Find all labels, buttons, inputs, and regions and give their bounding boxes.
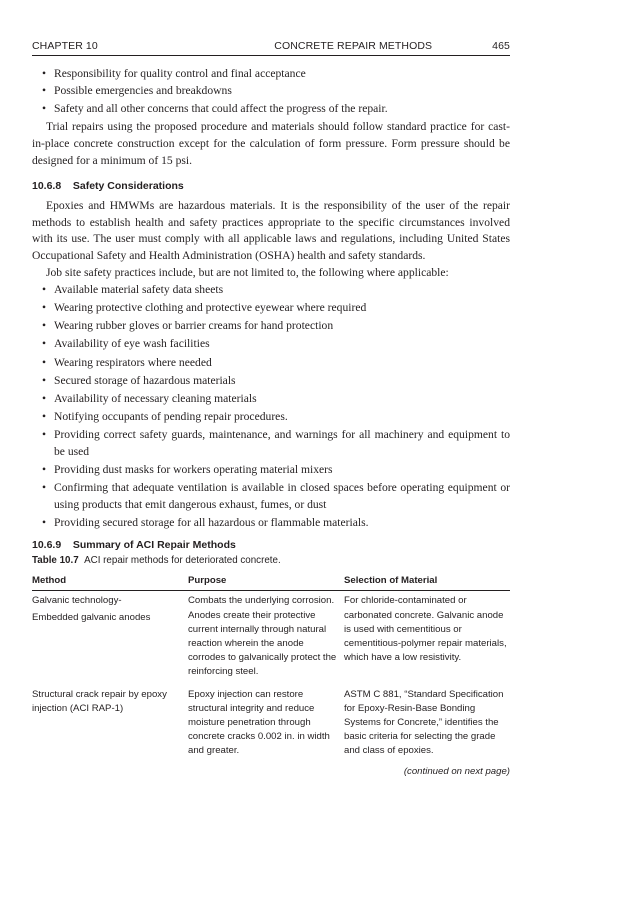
list-item: • Wearing rubber gloves or barrier creams for hand protection	[32, 318, 510, 335]
list-item: • Responsibility for quality control and final acceptance	[32, 66, 510, 83]
section-title: Summary of ACI Repair Methods	[72, 539, 236, 552]
header-rule	[32, 55, 510, 56]
list-item: • Secured storage of hazardous materials	[32, 373, 510, 390]
list-item: • Notifying occupants of pending repair procedures.	[32, 409, 510, 426]
method-line: Structural crack repair by epoxy injection (ACI RAP-1)	[32, 688, 167, 714]
responsibility-list	[32, 66, 510, 117]
table-cell-purpose: Combats the underlying corrosion. Anodes create their protective current internally through natural reaction wherein the anode corrodes to galvanically protect the reinforcing steel.	[188, 595, 337, 678]
table-cell-method	[32, 591, 188, 685]
list-item: • Providing secured storage for all hazardous or flammable materials.	[32, 515, 510, 532]
list-item: • Confirming that adequate ventilation is available in closed spaces before operating equipment or using products that emit dangerous exhaust, fumes, or dust	[32, 480, 510, 514]
column-header: Purpose	[188, 572, 344, 591]
chapter-title: CONCRETE REPAIR METHODS	[274, 40, 433, 52]
column-header: Method	[32, 572, 188, 591]
table-header-row	[32, 572, 510, 591]
table-caption-text: ACI repair methods for deteriorated concrete.	[84, 555, 281, 567]
table-label: Table 10.7	[32, 555, 79, 567]
job-site-paragraph: Job site safety practices include, but are not limited to, the following where applicable:	[46, 265, 449, 279]
list-item: • Safety and all other concerns that could affect the progress of the repair.	[32, 101, 510, 118]
list-item: • Availability of eye wash facilities	[32, 336, 510, 353]
list-item: • Providing dust masks for workers operating material mixers	[32, 462, 510, 479]
table-cell-method	[32, 685, 188, 764]
chapter-label: CHAPTER 10	[32, 40, 98, 52]
list-item: • Wearing protective clothing and protective eyewear where required	[32, 300, 510, 317]
safety-paragraph: Epoxies and HMWMs are hazardous materials. It is the responsibility of the user of the repair methods to establish health and safety practices appropriate to the specific circumstances involved with its use. The user must comply with all applicable laws and regulations, including United States Occupational Safety and Health Administration (OSHA) health and safety standards.	[32, 198, 510, 263]
table-cell-selection: For chloride-contaminated or carbonated concrete. Galvanic anode is used with cementitious or cementitious-polymer repair materials, which have a low resistivity.	[344, 595, 507, 664]
trial-repairs-paragraph: Trial repairs using the proposed procedure and materials should follow standard practice for cast-in-place concrete construction except for the calculation of form pressure. Form pressure should be designed for a minimum of 15 psi.	[32, 120, 510, 167]
list-item: • Wearing respirators where needed	[32, 355, 510, 372]
page-number: 465	[492, 40, 510, 52]
section-number: 10.6.8	[32, 179, 62, 192]
method-line: Galvanic technology-	[32, 595, 122, 607]
continued-note: (continued on next page)	[403, 765, 510, 777]
list-item: • Availability of necessary cleaning materials	[32, 391, 510, 408]
section-heading-safety	[32, 180, 510, 192]
section-number: 10.6.9	[32, 539, 62, 552]
list-item: • Possible emergencies and breakdowns	[32, 83, 510, 100]
table-caption	[32, 555, 510, 566]
section-title: Safety Considerations	[72, 179, 184, 192]
table-cell-purpose: Epoxy injection can restore structural integrity and reduce moisture penetration through concrete cracks 0.002 in. in width and greater.	[188, 688, 330, 757]
list-item: • Providing correct safety guards, maintenance, and warnings for all machinery and equipment to be used	[32, 427, 510, 461]
table-row	[32, 591, 510, 685]
section-heading-summary	[32, 539, 510, 551]
table-row	[32, 685, 510, 764]
method-line: Embedded galvanic anodes	[32, 611, 151, 623]
table-cell-selection: ASTM C 881, “Standard Specification for Epoxy-Resin-Base Bonding Systems for Concrete,” identifies the basic criteria for selecting the grade and class of epoxies.	[344, 688, 504, 757]
safety-list	[32, 282, 510, 532]
repair-methods-table	[32, 572, 510, 763]
column-header: Selection of Material	[344, 572, 510, 591]
page	[32, 40, 510, 777]
running-header	[32, 40, 510, 56]
list-item: • Available material safety data sheets	[32, 282, 510, 299]
